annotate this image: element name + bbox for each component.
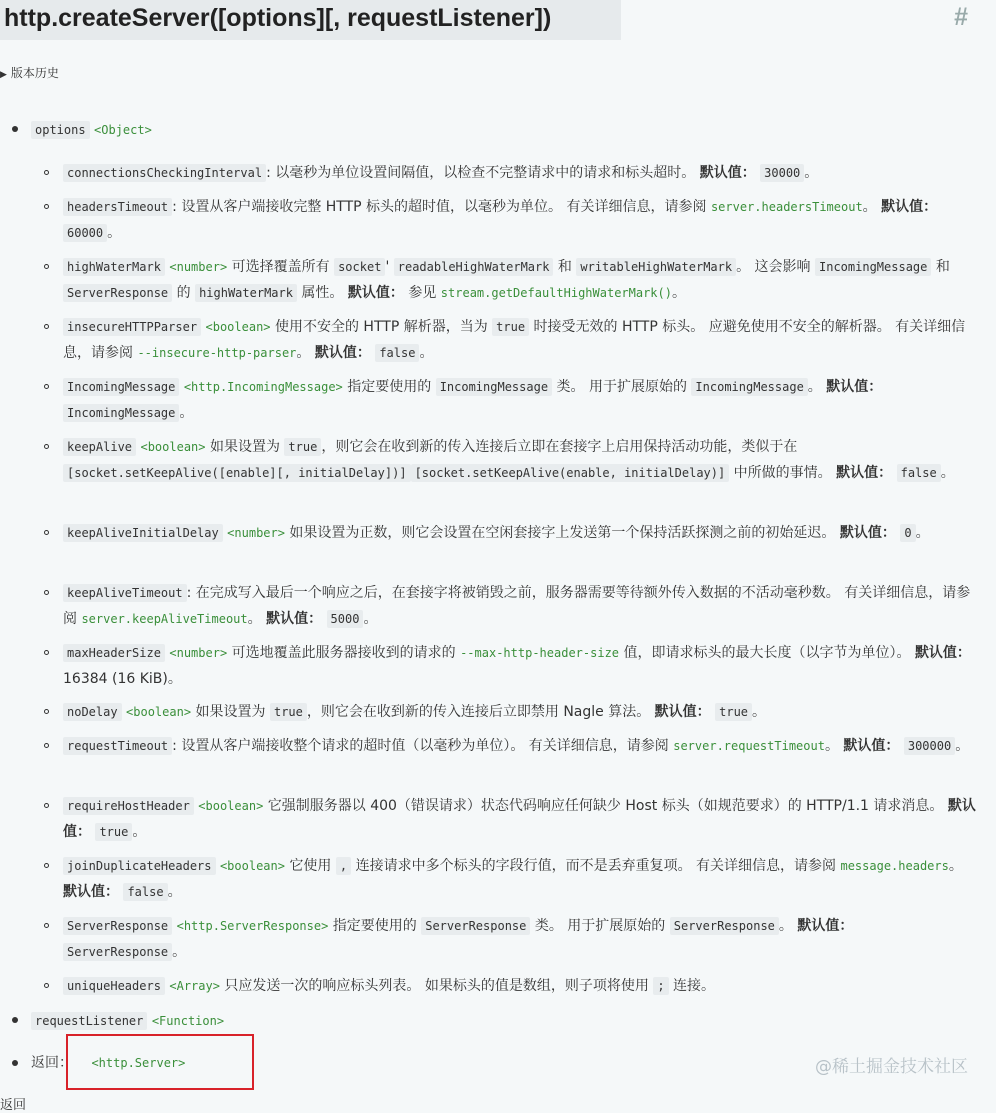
- description-text: 它使用: [284, 858, 336, 874]
- description-text: 16384 (16 KiB)。: [63, 671, 182, 687]
- reference-link[interactable]: --max-http-header-size: [460, 646, 620, 660]
- inline-code: highWaterMark: [63, 258, 165, 276]
- default-label: 默认值：: [266, 611, 323, 627]
- default-label: 默认值：: [347, 285, 404, 301]
- default-label: 默认值：: [881, 199, 938, 215]
- description-text: 。 这会影响: [736, 259, 815, 275]
- type-link[interactable]: <number>: [169, 646, 228, 660]
- circle-bullet-icon: [44, 709, 49, 714]
- option-item-maxHeaderSize: [63, 640, 976, 692]
- inline-code: ;: [653, 977, 668, 995]
- highlight-box: [66, 1034, 254, 1090]
- description-text: ': [385, 259, 394, 275]
- inline-code: IncomingMessage: [63, 404, 179, 422]
- default-label: 默认值：: [314, 345, 371, 361]
- type-link[interactable]: <boolean>: [126, 705, 192, 719]
- reference-link[interactable]: message.headers: [840, 859, 949, 873]
- returns-label: 返回：: [31, 1055, 73, 1071]
- description-text: 类。 用于扩展原始的: [530, 918, 670, 934]
- option-item-keepAliveTimeout: [63, 580, 976, 632]
- inline-code: requestTimeout: [63, 737, 172, 755]
- type-link[interactable]: <number>: [227, 526, 285, 540]
- description-text: : 设置从客户端接收整个请求的超时值（以毫秒为单位）。 有关详细信息，请参阅: [172, 738, 674, 754]
- default-label: 默认值：: [63, 884, 119, 900]
- bullet-icon: [12, 1060, 18, 1066]
- description-text: 如果设置为: [205, 439, 285, 455]
- description-text: 值，即请求标头的最大长度（以字节为单位）。: [619, 645, 915, 661]
- description-text: 。: [940, 465, 955, 481]
- inline-code: IncomingMessage: [63, 378, 179, 396]
- description-text: 指定要使用的: [342, 379, 436, 395]
- inline-code: socket: [334, 258, 385, 276]
- bullet-icon: [12, 1017, 18, 1023]
- circle-bullet-icon: [44, 923, 49, 928]
- type-link[interactable]: <http.IncomingMessage>: [183, 380, 343, 394]
- inline-code: 0: [900, 524, 915, 542]
- type-link[interactable]: <Array>: [169, 979, 220, 993]
- type-link[interactable]: <number>: [169, 260, 228, 274]
- inline-code: ,: [336, 857, 351, 875]
- inline-code: headersTimeout: [63, 198, 172, 216]
- inline-code: false: [897, 464, 941, 482]
- inline-code: true: [492, 318, 529, 336]
- inline-code: true: [270, 703, 307, 721]
- inline-code: connectionsCheckingInterval: [63, 164, 266, 182]
- description-text: 的: [172, 285, 196, 301]
- returns-type-link[interactable]: <http.Server>: [91, 1056, 186, 1070]
- default-label: 默认值：: [839, 525, 896, 541]
- reference-link[interactable]: server.headersTimeout: [710, 200, 863, 214]
- inline-code: writableHighWaterMark: [576, 258, 736, 276]
- type-link[interactable]: <boolean>: [205, 320, 271, 334]
- type-link[interactable]: <http.ServerResponse>: [176, 919, 329, 933]
- description-text: 。: [824, 738, 844, 754]
- circle-bullet-icon: [44, 530, 49, 535]
- inline-code: ServerResponse: [63, 284, 172, 302]
- inline-code: readableHighWaterMark: [394, 258, 554, 276]
- options-param: [31, 117, 152, 143]
- reference-link[interactable]: server.keepAliveTimeout: [81, 612, 248, 626]
- description-text: 可选地覆盖此服务器接收到的请求的: [227, 645, 461, 661]
- inline-code: uniqueHeaders: [63, 977, 165, 995]
- circle-bullet-icon: [44, 650, 49, 655]
- description-text: 。: [804, 165, 819, 181]
- inline-code: 60000: [63, 224, 107, 242]
- inline-code: requireHostHeader: [63, 797, 194, 815]
- description-text: 。: [296, 345, 315, 361]
- description-text: : 在完成写入最后一个响应之后，在套接字将被销毁之前，服务器需要等待额外传入数据的不活动毫秒数。 有关详细信息，请参阅: [63, 585, 971, 627]
- type-link[interactable]: <boolean>: [219, 859, 285, 873]
- anchor-link[interactable]: #: [954, 3, 968, 31]
- circle-bullet-icon: [44, 170, 49, 175]
- description-text: 。: [179, 405, 194, 421]
- option-item-uniqueHeaders: [63, 973, 976, 999]
- inline-code: 5000: [327, 610, 364, 628]
- inline-code: IncomingMessage: [691, 378, 807, 396]
- inline-code: true: [95, 823, 132, 841]
- circle-bullet-icon: [44, 863, 49, 868]
- inline-code: IncomingMessage: [815, 258, 931, 276]
- default-label: 默认值：: [654, 704, 711, 720]
- description-text: 和: [931, 259, 950, 275]
- inline-code: ServerResponse: [63, 943, 172, 961]
- circle-bullet-icon: [44, 444, 49, 449]
- description-text: 时接受无效的 HTTP 标头。 应避免使用不安全的解析器。 有关详细信息，请参阅: [63, 319, 966, 361]
- page-title: http.createServer([options][, requestListener]): [0, 0, 621, 40]
- reference-link[interactable]: server.requestTimeout: [673, 739, 825, 753]
- description-text: 。: [363, 611, 378, 627]
- inline-code: 30000: [760, 164, 804, 182]
- request-listener-type-link[interactable]: <Function>: [151, 1014, 225, 1028]
- description-text: ，则它会在收到新的传入连接后立即在套接字上启用保持活动功能，类似于在: [321, 439, 798, 455]
- option-item-requestTimeout: [63, 733, 976, 759]
- disclosure-triangle-icon: ▶: [0, 70, 7, 80]
- description-text: 。: [915, 525, 930, 541]
- inline-code: highWaterMark: [195, 284, 297, 302]
- option-item-keepAlive: [63, 434, 976, 486]
- option-item-noDelay: [63, 699, 976, 725]
- inline-code: false: [375, 344, 419, 362]
- inline-code: [socket.setKeepAlive(enable, initialDelay)]: [411, 464, 730, 482]
- request-listener-param: [31, 1008, 224, 1034]
- description-text: 连接。: [668, 978, 715, 994]
- inline-code: keepAliveInitialDelay: [63, 524, 223, 542]
- circle-bullet-icon: [44, 384, 49, 389]
- option-item-connectionsCheckingInterval: [63, 160, 976, 186]
- option-item-headersTimeout: [63, 194, 976, 246]
- circle-bullet-icon: [44, 743, 49, 748]
- circle-bullet-icon: [44, 204, 49, 209]
- inline-code: keepAlive: [63, 438, 136, 456]
- description-text: 。: [172, 944, 187, 960]
- default-label: 默认值：: [914, 645, 971, 661]
- description-text: 。: [671, 285, 686, 301]
- description-text: 连接请求中多个标头的字段行值，而不是丢弃重复项。 有关详细信息，请参阅: [351, 858, 841, 874]
- option-item-ServerResponse: [63, 913, 976, 965]
- request-listener-name: requestListener: [31, 1012, 147, 1030]
- type-link[interactable]: <boolean>: [198, 799, 264, 813]
- inline-code: joinDuplicateHeaders: [63, 857, 216, 875]
- inline-code: ServerResponse: [421, 917, 530, 935]
- circle-bullet-icon: [44, 590, 49, 595]
- description-text: 。: [419, 345, 434, 361]
- description-text: 。: [167, 884, 182, 900]
- circle-bullet-icon: [44, 324, 49, 329]
- option-item-joinDuplicateHeaders: [63, 853, 976, 905]
- description-text: 。: [752, 704, 767, 720]
- inline-code: noDelay: [63, 703, 122, 721]
- description-text: 。: [107, 225, 122, 241]
- inline-code: keepAliveTimeout: [63, 584, 187, 602]
- inline-code: [socket.setKeepAlive([enable][, initialDelay])]: [63, 464, 411, 482]
- description-text: 。: [862, 199, 882, 215]
- description-text: 参见: [403, 285, 441, 301]
- description-text: 可选择覆盖所有: [227, 259, 335, 275]
- inline-code: IncomingMessage: [436, 378, 552, 396]
- description-text: 只应发送一次的响应标头列表。 如果标头的值是数组，则子项将使用: [219, 978, 654, 994]
- inline-code: insecureHTTPParser: [63, 318, 201, 336]
- version-history-toggle[interactable]: [0, 64, 59, 81]
- default-label: 默认值：: [836, 465, 893, 481]
- option-item-insecureHTTPParser: [63, 314, 976, 366]
- reference-link[interactable]: stream.getDefaultHighWaterMark(): [440, 286, 672, 300]
- description-text: 中所做的事情。: [729, 465, 837, 481]
- option-item-IncomingMessage: [63, 374, 976, 426]
- type-link[interactable]: <boolean>: [140, 440, 206, 454]
- description-text: 使用不安全的 HTTP 解析器，当为: [270, 319, 493, 335]
- description-text: 它强制服务器以 400（错误请求）状态代码响应任何缺少 Host 标头（如规范要求）的 HTTP/1.1 请求消息。: [263, 798, 948, 814]
- inline-code: ServerResponse: [670, 917, 779, 935]
- option-item-requireHostHeader: [63, 793, 976, 845]
- options-name: options: [31, 121, 90, 139]
- description-text: 指定要使用的: [328, 918, 422, 934]
- description-text: 和: [553, 259, 577, 275]
- inline-code: ServerResponse: [63, 917, 172, 935]
- description-text: 。: [955, 738, 970, 754]
- circle-bullet-icon: [44, 264, 49, 269]
- circle-bullet-icon: [44, 803, 49, 808]
- watermark: @稀土掘金技术社区: [815, 1057, 968, 1077]
- option-item-keepAliveInitialDelay: [63, 520, 976, 546]
- inline-code: 300000: [904, 737, 955, 755]
- description-text: 属性。: [296, 285, 348, 301]
- description-text: : 以毫秒为单位设置间隔值，以检查不完整请求中的请求和标头超时。: [266, 165, 700, 181]
- description-text: 如果设置为: [191, 704, 270, 720]
- default-label: 默认值：: [63, 798, 976, 840]
- option-item-highWaterMark: [63, 254, 976, 306]
- description-text: 。: [948, 858, 963, 874]
- options-type-link[interactable]: <Object>: [94, 123, 152, 137]
- description-text: : 设置从客户端接收完整 HTTP 标头的超时值，以毫秒为单位。 有关详细信息，请参阅: [172, 199, 711, 215]
- description-text: 。: [247, 611, 267, 627]
- description-text: 类。 用于扩展原始的: [552, 379, 692, 395]
- cut-off-line: 返回: [0, 1098, 27, 1113]
- bullet-icon: [12, 126, 18, 132]
- default-label: 默认值：: [826, 379, 883, 395]
- description-text: 如果设置为正数，则它会设置在空闲套接字上发送第一个保持活跃探测之前的初始延迟。: [284, 525, 840, 541]
- description-text: ，则它会在收到新的传入连接后立即禁用 Nagle 算法。: [306, 704, 655, 720]
- description-text: 。: [778, 918, 798, 934]
- inline-code: true: [715, 703, 752, 721]
- default-label: 默认值：: [699, 165, 756, 181]
- reference-link[interactable]: --insecure-http-parser: [137, 346, 297, 360]
- description-text: [322, 611, 326, 627]
- default-label: 默认值：: [843, 738, 900, 754]
- description-text: 。: [132, 824, 147, 840]
- inline-code: true: [284, 438, 321, 456]
- description-text: 。: [807, 379, 827, 395]
- circle-bullet-icon: [44, 983, 49, 988]
- version-history-label: 版本历史: [10, 66, 59, 80]
- description-text: [892, 465, 896, 481]
- inline-code: maxHeaderSize: [63, 644, 165, 662]
- inline-code: false: [123, 883, 167, 901]
- default-label: 默认值：: [797, 918, 854, 934]
